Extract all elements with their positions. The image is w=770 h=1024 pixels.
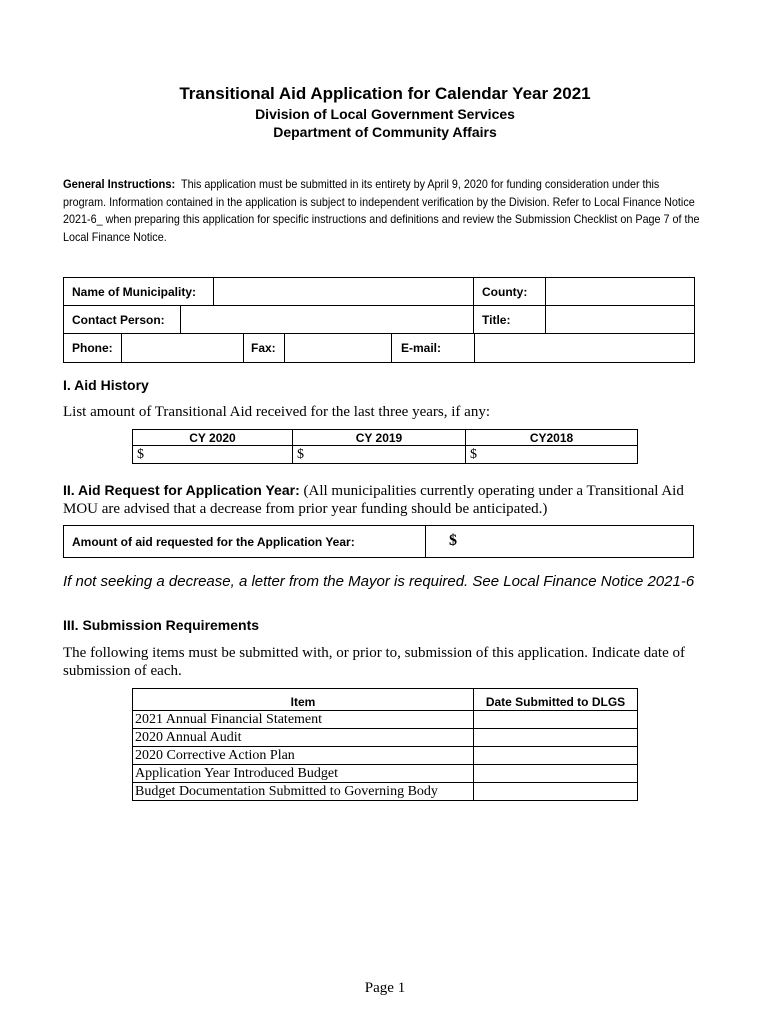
email-label: E-mail: <box>401 341 442 355</box>
table-row <box>133 711 638 729</box>
submission-item: Budget Documentation Submitted to Governing Body <box>133 783 474 801</box>
aid-history-value-2018[interactable]: $ <box>466 446 638 464</box>
submission-date-field[interactable] <box>474 765 638 783</box>
submission-date-field[interactable] <box>474 729 638 747</box>
county-field[interactable] <box>545 278 693 306</box>
table-row <box>133 765 638 783</box>
title-label-cell <box>473 306 545 334</box>
aid-request-amount-label: Amount of aid requested for the Application Year: <box>72 535 355 549</box>
section-aid-request-heading: II. Aid Request for Application Year: <box>63 482 300 498</box>
instructions-label: General Instructions: <box>63 177 176 191</box>
fax-field[interactable] <box>284 334 391 362</box>
email-label-cell <box>391 334 474 362</box>
aid-history-col-2019: CY 2019 <box>293 430 466 446</box>
division-name: Division of Local Government Services <box>255 106 515 122</box>
aid-history-intro: List amount of Transitional Aid received for the last three years, if any: <box>63 404 490 420</box>
submission-item: 2020 Annual Audit <box>133 729 474 747</box>
submission-col-date: Date Submitted to DLGS <box>474 689 638 711</box>
aid-history-table <box>132 429 638 464</box>
contact-person-field[interactable] <box>180 306 473 334</box>
table-row <box>133 783 638 801</box>
title-field[interactable] <box>545 306 693 334</box>
general-instructions <box>63 176 703 246</box>
table-row <box>133 747 638 765</box>
aid-request-note: (All municipalities currently operating under a Transitional Aid MOU are advised that a decrease from prior year funding should be anticipated.) <box>63 483 684 517</box>
municipality-label: Name of Municipality: <box>72 285 197 299</box>
info-row-municipality <box>63 277 695 306</box>
instructions-text: This application must be submitted in its entirety by April 9, 2020 for funding consideration under this program. Information contained in the application is subject to independent verification by the Division. Refer to Local Finance Notice 2021-6_ when preparing this application for specific instructions and definitions and review the Submission Checklist on Page 7 of the Local Finance Notice. <box>63 178 700 244</box>
submission-date-field[interactable] <box>474 711 638 729</box>
title-label: Title: <box>482 313 511 327</box>
aid-request-paragraph <box>63 481 703 518</box>
fax-label: Fax: <box>251 341 276 355</box>
submission-col-item: Item <box>133 689 474 711</box>
phone-field[interactable] <box>121 334 243 362</box>
department-name: Department of Community Affairs <box>273 124 497 140</box>
page-number: Page 1 <box>364 980 406 996</box>
phone-label: Phone: <box>72 341 113 355</box>
county-label: County: <box>482 285 528 299</box>
submission-item: 2021 Annual Financial Statement <box>133 711 474 729</box>
document-title: Transitional Aid Application for Calendar Year 2021 <box>179 84 591 103</box>
aid-history-value-2019[interactable]: $ <box>293 446 466 464</box>
section-submission-heading: III. Submission Requirements <box>63 617 260 633</box>
email-field[interactable] <box>474 334 693 362</box>
info-row-phone <box>63 333 695 363</box>
aid-history-value-2020[interactable]: $ <box>133 446 293 464</box>
table-row <box>133 729 638 747</box>
submission-date-field[interactable] <box>474 747 638 765</box>
aid-history-col-2020: CY 2020 <box>133 430 293 446</box>
county-label-cell <box>473 278 545 306</box>
submission-intro: The following items must be submitted with, or prior to, submission of this application. Indicate date of submission of each. <box>63 645 685 679</box>
info-row-contact <box>63 305 695 334</box>
contact-person-label: Contact Person: <box>72 313 165 327</box>
fax-label-cell <box>243 334 284 362</box>
aid-request-amount-value: $ <box>449 532 457 549</box>
municipality-field[interactable] <box>213 278 473 306</box>
section-aid-history-heading: I. Aid History <box>63 377 149 393</box>
aid-history-col-2018: CY2018 <box>466 430 638 446</box>
aid-request-amount-box <box>63 525 694 558</box>
submission-date-field[interactable] <box>474 783 638 801</box>
submission-table <box>132 688 638 801</box>
aid-request-warning: If not seeking a decrease, a letter from the Mayor is required. See Local Finance Notice 2021-6 <box>63 573 695 590</box>
submission-item: Application Year Introduced Budget <box>133 765 474 783</box>
aid-request-amount-field[interactable] <box>425 526 694 557</box>
submission-item: 2020 Corrective Action Plan <box>133 747 474 765</box>
